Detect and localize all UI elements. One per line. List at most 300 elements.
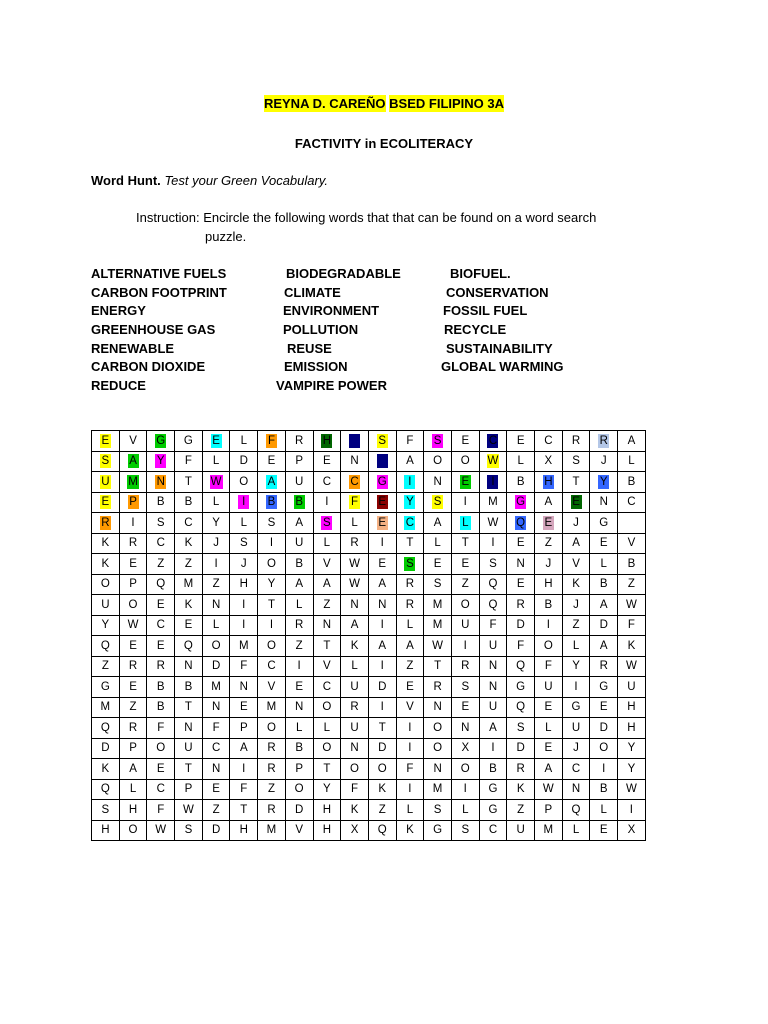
grid-cell[interactable] [396,636,424,657]
grid-cell[interactable] [341,513,369,534]
grid-cell[interactable] [590,677,618,698]
grid-cell[interactable] [479,656,507,677]
grid-cell[interactable] [230,820,258,841]
grid-cell[interactable] [230,718,258,739]
grid-cell[interactable] [175,800,203,821]
grid-cell[interactable] [175,738,203,759]
grid-cell[interactable] [451,451,479,472]
grid-cell[interactable] [202,636,230,657]
grid-cell[interactable] [479,677,507,698]
grid-cell[interactable] [618,820,646,841]
grid-cell[interactable] [202,697,230,718]
grid-cell[interactable] [396,615,424,636]
grid-cell[interactable] [202,574,230,595]
grid-cell[interactable] [230,533,258,554]
grid-cell[interactable] [507,431,535,452]
grid-cell[interactable] [451,779,479,800]
grid-cell[interactable] [147,636,175,657]
grid-cell[interactable] [562,738,590,759]
grid-cell[interactable] [590,431,618,452]
grid-cell[interactable] [92,595,120,616]
grid-cell[interactable] [119,636,147,657]
grid-cell[interactable] [147,800,175,821]
grid-cell[interactable] [230,451,258,472]
grid-cell[interactable] [147,554,175,575]
grid-cell[interactable] [285,677,313,698]
grid-cell[interactable] [230,513,258,534]
grid-cell[interactable] [562,554,590,575]
grid-cell[interactable] [479,431,507,452]
grid-cell[interactable] [147,451,175,472]
grid-cell[interactable] [341,718,369,739]
grid-cell[interactable] [451,492,479,513]
grid-cell[interactable] [92,800,120,821]
grid-cell[interactable] [562,759,590,780]
grid-cell[interactable] [507,636,535,657]
grid-cell[interactable] [119,595,147,616]
grid-cell[interactable] [341,800,369,821]
grid-cell[interactable] [258,492,286,513]
grid-cell[interactable] [590,779,618,800]
grid-cell[interactable] [507,554,535,575]
grid-cell[interactable] [562,431,590,452]
grid-cell[interactable] [147,472,175,493]
grid-cell[interactable] [92,513,120,534]
grid-cell[interactable] [285,431,313,452]
grid-cell[interactable] [147,492,175,513]
grid-cell[interactable] [535,718,563,739]
grid-cell[interactable] [424,595,452,616]
grid-cell[interactable] [618,718,646,739]
grid-cell[interactable] [175,697,203,718]
grid-cell[interactable] [92,738,120,759]
grid-cell[interactable] [202,718,230,739]
grid-cell[interactable] [424,574,452,595]
grid-cell[interactable] [479,492,507,513]
grid-cell[interactable] [396,677,424,698]
grid-cell[interactable] [313,431,341,452]
grid-cell[interactable] [258,451,286,472]
grid-cell[interactable] [258,677,286,698]
grid-cell[interactable] [285,472,313,493]
grid-cell[interactable] [451,615,479,636]
grid-cell[interactable] [479,779,507,800]
grid-cell[interactable] [175,677,203,698]
grid-cell[interactable] [535,595,563,616]
grid-cell[interactable] [424,800,452,821]
grid-cell[interactable] [396,718,424,739]
grid-cell[interactable] [590,595,618,616]
grid-cell[interactable] [285,513,313,534]
grid-cell[interactable] [396,533,424,554]
grid-cell[interactable] [507,574,535,595]
grid-cell[interactable] [202,759,230,780]
grid-cell[interactable] [479,595,507,616]
grid-cell[interactable] [175,759,203,780]
grid-cell[interactable] [451,595,479,616]
grid-cell[interactable] [119,697,147,718]
grid-cell[interactable] [175,636,203,657]
grid-cell[interactable] [119,533,147,554]
grid-cell[interactable] [507,718,535,739]
grid-cell[interactable] [368,472,396,493]
grid-cell[interactable] [175,513,203,534]
grid-cell[interactable] [341,738,369,759]
grid-cell[interactable] [396,451,424,472]
grid-cell[interactable] [368,615,396,636]
grid-cell[interactable] [535,636,563,657]
grid-cell[interactable] [175,554,203,575]
grid-cell[interactable] [202,533,230,554]
grid-cell[interactable] [202,615,230,636]
grid-cell[interactable] [313,574,341,595]
grid-cell[interactable] [341,492,369,513]
grid-cell[interactable] [590,574,618,595]
grid-cell[interactable] [424,779,452,800]
grid-cell[interactable] [285,492,313,513]
grid-cell[interactable] [202,800,230,821]
grid-cell[interactable] [258,513,286,534]
grid-cell[interactable] [535,431,563,452]
grid-cell[interactable] [618,636,646,657]
grid-cell[interactable] [313,656,341,677]
grid-cell[interactable] [590,718,618,739]
grid-cell[interactable] [92,492,120,513]
grid-cell[interactable] [618,451,646,472]
grid-cell[interactable] [424,738,452,759]
grid-cell[interactable] [258,779,286,800]
grid-cell[interactable] [341,451,369,472]
grid-cell[interactable] [313,595,341,616]
grid-cell[interactable] [92,759,120,780]
grid-cell[interactable] [535,759,563,780]
grid-cell[interactable] [258,759,286,780]
grid-cell[interactable] [285,800,313,821]
grid-cell[interactable] [535,677,563,698]
grid-cell[interactable] [341,431,369,452]
grid-cell[interactable] [590,738,618,759]
grid-cell[interactable] [285,615,313,636]
grid-cell[interactable] [258,738,286,759]
grid-cell[interactable] [175,595,203,616]
grid-cell[interactable] [590,451,618,472]
grid-cell[interactable] [562,492,590,513]
grid-cell[interactable] [313,820,341,841]
grid-cell[interactable] [202,595,230,616]
grid-cell[interactable] [313,800,341,821]
grid-cell[interactable] [618,656,646,677]
grid-cell[interactable] [147,677,175,698]
grid-cell[interactable] [285,820,313,841]
grid-cell[interactable] [618,513,646,534]
grid-cell[interactable] [479,574,507,595]
grid-cell[interactable] [119,759,147,780]
grid-cell[interactable] [368,677,396,698]
grid-cell[interactable] [313,779,341,800]
grid-cell[interactable] [507,656,535,677]
grid-cell[interactable] [202,738,230,759]
grid-cell[interactable] [618,615,646,636]
grid-cell[interactable] [618,779,646,800]
grid-cell[interactable] [507,615,535,636]
grid-cell[interactable] [202,820,230,841]
grid-cell[interactable] [562,615,590,636]
grid-cell[interactable] [535,656,563,677]
grid-cell[interactable] [230,677,258,698]
grid-cell[interactable] [368,656,396,677]
grid-cell[interactable] [147,820,175,841]
grid-cell[interactable] [92,697,120,718]
grid-cell[interactable] [424,759,452,780]
grid-cell[interactable] [368,492,396,513]
grid-cell[interactable] [258,636,286,657]
grid-cell[interactable] [451,472,479,493]
grid-cell[interactable] [424,615,452,636]
grid-cell[interactable] [341,574,369,595]
grid-cell[interactable] [590,492,618,513]
grid-cell[interactable] [313,697,341,718]
grid-cell[interactable] [230,738,258,759]
grid-cell[interactable] [590,820,618,841]
grid-cell[interactable] [230,492,258,513]
grid-cell[interactable] [507,513,535,534]
grid-cell[interactable] [535,533,563,554]
grid-cell[interactable] [119,492,147,513]
grid-cell[interactable] [119,554,147,575]
grid-cell[interactable] [618,472,646,493]
grid-cell[interactable] [119,574,147,595]
grid-cell[interactable] [535,697,563,718]
grid-cell[interactable] [147,697,175,718]
grid-cell[interactable] [368,574,396,595]
grid-cell[interactable] [424,718,452,739]
grid-cell[interactable] [451,697,479,718]
grid-cell[interactable] [535,615,563,636]
grid-cell[interactable] [341,656,369,677]
grid-cell[interactable] [396,554,424,575]
grid-cell[interactable] [479,759,507,780]
grid-cell[interactable] [424,820,452,841]
grid-cell[interactable] [368,738,396,759]
grid-cell[interactable] [562,533,590,554]
grid-cell[interactable] [562,718,590,739]
grid-cell[interactable] [451,820,479,841]
grid-cell[interactable] [424,677,452,698]
grid-cell[interactable] [147,513,175,534]
grid-cell[interactable] [368,431,396,452]
grid-cell[interactable] [147,574,175,595]
grid-cell[interactable] [258,431,286,452]
grid-cell[interactable] [202,472,230,493]
grid-cell[interactable] [618,574,646,595]
grid-cell[interactable] [368,759,396,780]
grid-cell[interactable] [285,533,313,554]
grid-cell[interactable] [202,779,230,800]
grid-cell[interactable] [258,615,286,636]
grid-cell[interactable] [535,800,563,821]
grid-cell[interactable] [147,615,175,636]
grid-cell[interactable] [451,636,479,657]
grid-cell[interactable] [313,759,341,780]
grid-cell[interactable] [396,574,424,595]
grid-cell[interactable] [451,554,479,575]
grid-cell[interactable] [368,513,396,534]
grid-cell[interactable] [424,513,452,534]
grid-cell[interactable] [341,595,369,616]
grid-cell[interactable] [147,718,175,739]
grid-cell[interactable] [341,820,369,841]
grid-cell[interactable] [313,677,341,698]
grid-cell[interactable] [618,759,646,780]
grid-cell[interactable] [92,718,120,739]
grid-cell[interactable] [202,677,230,698]
grid-cell[interactable] [396,738,424,759]
grid-cell[interactable] [618,595,646,616]
grid-cell[interactable] [147,779,175,800]
grid-cell[interactable] [368,451,396,472]
grid-cell[interactable] [285,656,313,677]
grid-cell[interactable] [479,472,507,493]
grid-cell[interactable] [341,697,369,718]
grid-cell[interactable] [535,451,563,472]
grid-cell[interactable] [451,574,479,595]
grid-cell[interactable] [618,697,646,718]
grid-cell[interactable] [285,554,313,575]
grid-cell[interactable] [562,800,590,821]
grid-cell[interactable] [175,533,203,554]
grid-cell[interactable] [507,492,535,513]
grid-cell[interactable] [424,656,452,677]
grid-cell[interactable] [368,636,396,657]
grid-cell[interactable] [479,718,507,739]
grid-cell[interactable] [202,554,230,575]
grid-cell[interactable] [535,492,563,513]
grid-cell[interactable] [451,677,479,698]
grid-cell[interactable] [258,595,286,616]
grid-cell[interactable] [258,472,286,493]
grid-cell[interactable] [368,820,396,841]
grid-cell[interactable] [285,738,313,759]
grid-cell[interactable] [313,513,341,534]
grid-cell[interactable] [368,697,396,718]
grid-cell[interactable] [313,533,341,554]
grid-cell[interactable] [175,779,203,800]
grid-cell[interactable] [396,513,424,534]
grid-cell[interactable] [562,595,590,616]
grid-cell[interactable] [424,697,452,718]
grid-cell[interactable] [507,595,535,616]
grid-cell[interactable] [92,472,120,493]
grid-cell[interactable] [313,718,341,739]
grid-cell[interactable] [258,800,286,821]
grid-cell[interactable] [230,656,258,677]
grid-cell[interactable] [424,451,452,472]
grid-cell[interactable] [507,472,535,493]
grid-cell[interactable] [175,820,203,841]
grid-cell[interactable] [562,677,590,698]
grid-cell[interactable] [92,431,120,452]
grid-cell[interactable] [313,615,341,636]
grid-cell[interactable] [341,677,369,698]
grid-cell[interactable] [618,492,646,513]
grid-cell[interactable] [451,533,479,554]
grid-cell[interactable] [424,431,452,452]
grid-cell[interactable] [258,656,286,677]
grid-cell[interactable] [507,738,535,759]
grid-cell[interactable] [230,779,258,800]
grid-cell[interactable] [479,738,507,759]
grid-cell[interactable] [507,759,535,780]
grid-cell[interactable] [313,451,341,472]
grid-cell[interactable] [313,492,341,513]
grid-cell[interactable] [479,554,507,575]
grid-cell[interactable] [147,738,175,759]
grid-cell[interactable] [618,533,646,554]
grid-cell[interactable] [507,697,535,718]
grid-cell[interactable] [92,636,120,657]
grid-cell[interactable] [562,656,590,677]
grid-cell[interactable] [535,820,563,841]
grid-cell[interactable] [507,820,535,841]
grid-cell[interactable] [368,533,396,554]
grid-cell[interactable] [590,615,618,636]
grid-cell[interactable] [230,800,258,821]
grid-cell[interactable] [396,697,424,718]
grid-cell[interactable] [92,574,120,595]
grid-cell[interactable] [590,513,618,534]
grid-cell[interactable] [147,595,175,616]
grid-cell[interactable] [535,554,563,575]
grid-cell[interactable] [175,492,203,513]
grid-cell[interactable] [341,779,369,800]
grid-cell[interactable] [313,554,341,575]
grid-cell[interactable] [341,554,369,575]
grid-cell[interactable] [479,513,507,534]
grid-cell[interactable] [285,595,313,616]
grid-cell[interactable] [618,677,646,698]
grid-cell[interactable] [230,697,258,718]
grid-cell[interactable] [396,820,424,841]
grid-cell[interactable] [618,431,646,452]
grid-cell[interactable] [341,759,369,780]
grid-cell[interactable] [175,451,203,472]
grid-cell[interactable] [424,492,452,513]
grid-cell[interactable] [590,800,618,821]
grid-cell[interactable] [396,779,424,800]
grid-cell[interactable] [507,533,535,554]
grid-cell[interactable] [313,472,341,493]
grid-cell[interactable] [562,574,590,595]
grid-cell[interactable] [396,656,424,677]
grid-cell[interactable] [285,574,313,595]
grid-cell[interactable] [92,451,120,472]
grid-cell[interactable] [535,513,563,534]
grid-cell[interactable] [590,472,618,493]
grid-cell[interactable] [618,800,646,821]
grid-cell[interactable] [175,718,203,739]
grid-cell[interactable] [535,738,563,759]
grid-cell[interactable] [590,636,618,657]
grid-cell[interactable] [451,759,479,780]
grid-cell[interactable] [92,615,120,636]
grid-cell[interactable] [230,759,258,780]
grid-cell[interactable] [258,533,286,554]
grid-cell[interactable] [479,451,507,472]
grid-cell[interactable] [507,451,535,472]
grid-cell[interactable] [119,800,147,821]
grid-cell[interactable] [258,820,286,841]
grid-cell[interactable] [424,636,452,657]
